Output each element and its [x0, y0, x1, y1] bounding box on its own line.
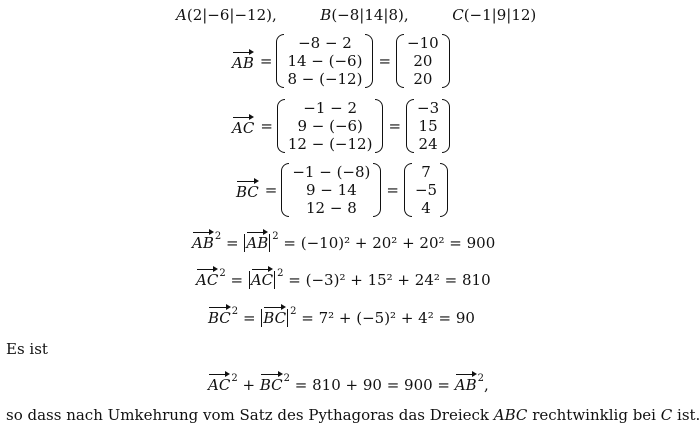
vector-ac-result-y: 15	[418, 117, 438, 135]
vector-ac-expr-z: 12 − (−12)	[287, 135, 373, 153]
point-c-name: C	[452, 6, 464, 24]
vector-ab-label: AB	[232, 50, 254, 72]
vector-ab-expr-x: −8 − 2	[298, 34, 352, 52]
conclusion-part-3: ist.	[677, 406, 700, 424]
vector-bc-expression	[281, 163, 381, 217]
square-exponent: 2	[283, 373, 290, 384]
vector-ac-label: AC	[208, 372, 230, 394]
vector-ab-expression	[276, 34, 373, 88]
points-line	[176, 6, 536, 24]
equals-sign: =	[388, 117, 402, 135]
vector-ab-label: AB	[192, 230, 214, 252]
vector-bc-result	[404, 163, 448, 217]
square-exponent: 2	[214, 231, 222, 242]
vector-ab-result-y: 20	[413, 52, 433, 70]
pythagoras-sum-equation	[208, 372, 489, 394]
vector-bc-result-z: 4	[421, 199, 431, 217]
equals-sign: =	[259, 52, 273, 70]
square-exponent: 2	[477, 373, 485, 384]
vector-ac-expr-x: −1 − 2	[303, 99, 358, 117]
equals-sign: =	[226, 234, 239, 252]
vector-ac-equation	[232, 99, 450, 153]
vector-ac-expression	[277, 99, 384, 153]
length-ab-rhs: = (−10)² + 20² + 20² = 900	[283, 234, 496, 252]
vector-ac-expr-y: 9 − (−6)	[297, 117, 363, 135]
vector-ab-result	[396, 34, 450, 88]
vector-bc-expr-x: −1 − (−8)	[292, 163, 371, 181]
equals-sign: =	[386, 181, 399, 199]
vector-ab-result-z: 20	[413, 70, 433, 88]
vector-bc-expr-z: 12 − 8	[306, 199, 357, 217]
vector-bc-label: BC	[260, 372, 283, 394]
vector-bc-result-x: 7	[421, 163, 431, 181]
length-bc-equation	[208, 305, 475, 327]
vertex-name: C	[660, 406, 673, 424]
point-b-name: B	[320, 6, 332, 24]
point-b-coords: (−8|14|8),	[331, 6, 409, 24]
vector-bc-label: BC	[263, 305, 286, 327]
equals-sign: =	[260, 117, 273, 135]
plus-sign: +	[242, 376, 256, 394]
length-bc-rhs: = 7² + (−5)² + 4² = 90	[301, 309, 475, 327]
vector-bc-label: BC	[236, 179, 259, 201]
equals-sign: =	[230, 271, 244, 289]
equals-sign: =	[264, 181, 278, 199]
vector-ab-expr-z: 8 − (−12)	[287, 70, 363, 88]
conclusion-text	[6, 406, 700, 424]
conclusion-part-2: rechtwinklig bei	[532, 406, 656, 424]
triangle-name: ABC	[493, 406, 528, 424]
square-exponent: 2	[231, 306, 239, 317]
vector-ab-label: AB	[455, 372, 477, 394]
vector-ac-result	[406, 99, 450, 153]
equals-sign: =	[378, 52, 392, 70]
square-exponent: 2	[219, 268, 226, 279]
length-ac-rhs: = (−3)² + 15² + 24² = 810	[288, 271, 491, 289]
square-exponent: 2	[272, 231, 279, 242]
vector-ac-label: AC	[251, 267, 273, 289]
vector-ac-label: AC	[196, 267, 218, 289]
point-a-coords: (2|−6|−12),	[186, 6, 277, 24]
vector-ac-label: AC	[232, 115, 254, 137]
conclusion-part-1: so dass nach Umkehrung vom Satz des Pythagoras das Dreieck	[6, 406, 490, 424]
vector-ab-equation	[232, 34, 450, 88]
square-exponent: 2	[231, 373, 238, 384]
square-exponent: 2	[290, 306, 297, 317]
vector-bc-label: BC	[208, 305, 231, 327]
vector-bc-result-y: −5	[414, 181, 438, 199]
length-ac-equation	[196, 267, 491, 289]
sum-end: ,	[484, 376, 489, 394]
vector-ac-result-x: −3	[417, 99, 440, 117]
point-c-coords: (−1|9|12)	[463, 6, 537, 24]
length-ab-equation	[192, 230, 495, 252]
vector-ab-label: AB	[246, 230, 268, 252]
sum-middle: = 810 + 90 = 900 =	[294, 376, 450, 394]
vector-ab-expr-y: 14 − (−6)	[287, 52, 363, 70]
equals-sign: =	[242, 309, 256, 327]
vector-bc-expr-y: 9 − 14	[306, 181, 357, 199]
vector-ab-result-x: −10	[407, 34, 439, 52]
point-a-name: A	[176, 6, 187, 24]
vector-bc-equation	[236, 163, 448, 217]
es-ist-text: Es ist	[6, 340, 48, 358]
vector-ac-result-z: 24	[418, 135, 438, 153]
square-exponent: 2	[277, 268, 284, 279]
